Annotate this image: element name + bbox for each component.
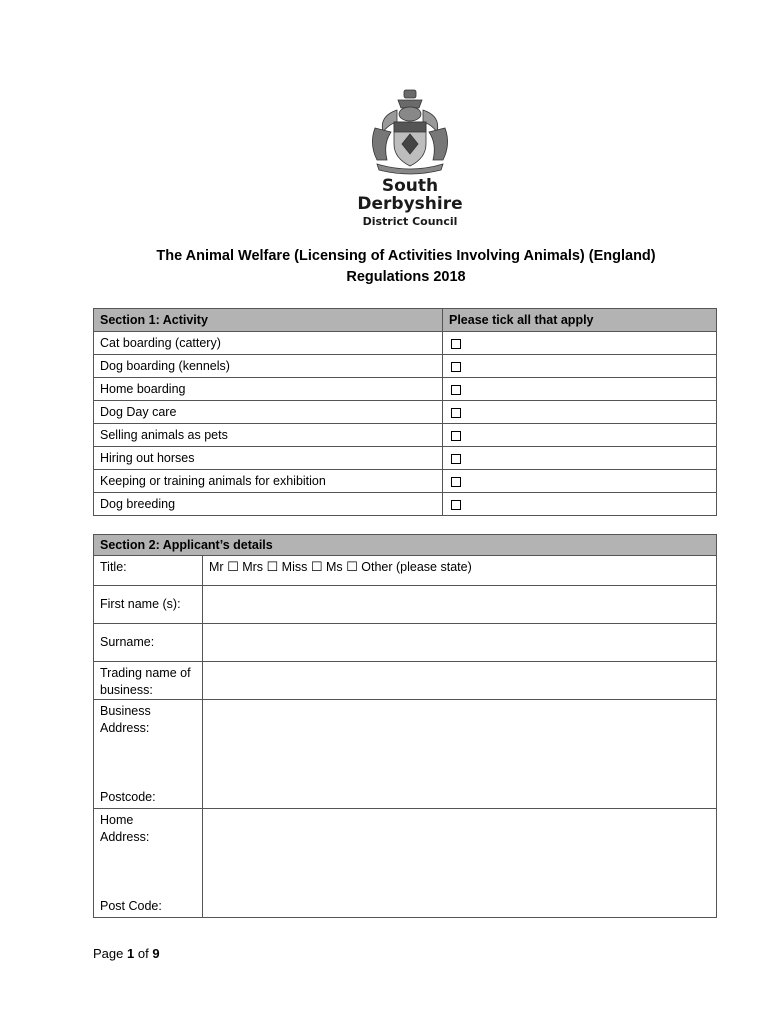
surname-field[interactable] <box>203 624 717 662</box>
first-name-field[interactable] <box>203 586 717 624</box>
activity-row <box>94 355 717 378</box>
title-line-2: Regulations 2018 <box>346 269 466 285</box>
first-name-label: First name (s): <box>94 586 203 624</box>
miss-checkbox[interactable]: ☐ <box>310 559 323 574</box>
first-name-row <box>94 586 717 624</box>
activity-header-row <box>94 309 717 332</box>
title-option-ms: Ms <box>325 560 343 574</box>
ms-checkbox[interactable]: ☐ <box>346 559 358 574</box>
activity-row <box>94 401 717 424</box>
activity-label: Keeping or training animals for exhibition <box>94 470 443 493</box>
mrs-checkbox[interactable]: ☐ <box>266 559 279 574</box>
activity-label: Dog Day care <box>94 401 443 424</box>
title-label: Title: <box>94 556 203 586</box>
page-of: of <box>137 946 149 961</box>
page-total: 9 <box>152 946 160 961</box>
title-options <box>203 556 717 586</box>
activity-label: Dog boarding (kennels) <box>94 355 443 378</box>
logo-text-district-council: District Council <box>362 215 458 228</box>
trading-name-field[interactable] <box>203 662 717 700</box>
business-address-label: Business Address: <box>100 704 151 735</box>
coat-of-arms-icon <box>367 88 453 176</box>
activity-row <box>94 470 717 493</box>
document-title <box>92 246 720 288</box>
activity-row <box>94 493 717 516</box>
activity-row <box>94 332 717 355</box>
title-option-mrs: Mrs <box>242 560 264 574</box>
business-address-label-cell <box>94 700 203 809</box>
title-option-miss: Miss <box>281 560 308 574</box>
business-address-field[interactable] <box>203 700 717 809</box>
trading-name-row <box>94 662 717 700</box>
activity-row <box>94 378 717 401</box>
home-postcode-label: Post Code: <box>100 899 162 913</box>
activity-row <box>94 447 717 470</box>
surname-row <box>94 624 717 662</box>
home-address-field[interactable] <box>203 809 717 918</box>
home-address-row <box>94 809 717 918</box>
activity-label: Cat boarding (cattery) <box>94 332 443 355</box>
activity-checkbox[interactable] <box>451 339 461 349</box>
mr-checkbox[interactable]: ☐ <box>227 559 239 574</box>
activity-checkbox[interactable] <box>451 385 461 395</box>
home-address-label-cell <box>94 809 203 918</box>
tick-column-header: Please tick all that apply <box>443 309 717 332</box>
activity-label: Selling animals as pets <box>94 424 443 447</box>
applicant-section-header: Section 2: Applicant’s details <box>94 535 717 556</box>
applicant-table <box>93 534 717 918</box>
page-current: 1 <box>127 946 135 961</box>
business-address-row <box>94 700 717 809</box>
logo-text-derbyshire: Derbyshire <box>357 194 463 214</box>
activity-table <box>93 308 717 516</box>
home-address-label: Home Address: <box>100 813 150 844</box>
activity-column-header: Section 1: Activity <box>94 309 443 332</box>
activity-checkbox[interactable] <box>451 362 461 372</box>
business-postcode-label: Postcode: <box>100 790 156 804</box>
activity-checkbox[interactable] <box>451 477 461 487</box>
logo-text-south: South <box>381 176 439 196</box>
activity-row <box>94 424 717 447</box>
page-number <box>93 946 160 961</box>
activity-checkbox[interactable] <box>451 431 461 441</box>
page-word: Page <box>93 946 124 961</box>
title-option-mr: Mr <box>209 560 224 574</box>
activity-checkbox[interactable] <box>451 408 461 418</box>
title-option-other: Other (please state) <box>361 560 472 574</box>
trading-name-label: Trading name of business: <box>94 662 203 700</box>
council-logo <box>340 88 480 227</box>
activity-label: Home boarding <box>94 378 443 401</box>
activity-checkbox[interactable] <box>451 454 461 464</box>
surname-label: Surname: <box>94 624 203 662</box>
activity-checkbox[interactable] <box>451 500 461 510</box>
applicant-header-row <box>94 535 717 556</box>
activity-label: Hiring out horses <box>94 447 443 470</box>
title-line-1: The Animal Welfare (Licensing of Activities Involving Animals) (England) <box>156 248 656 264</box>
activity-label: Dog breeding <box>94 493 443 516</box>
title-row <box>94 556 717 586</box>
